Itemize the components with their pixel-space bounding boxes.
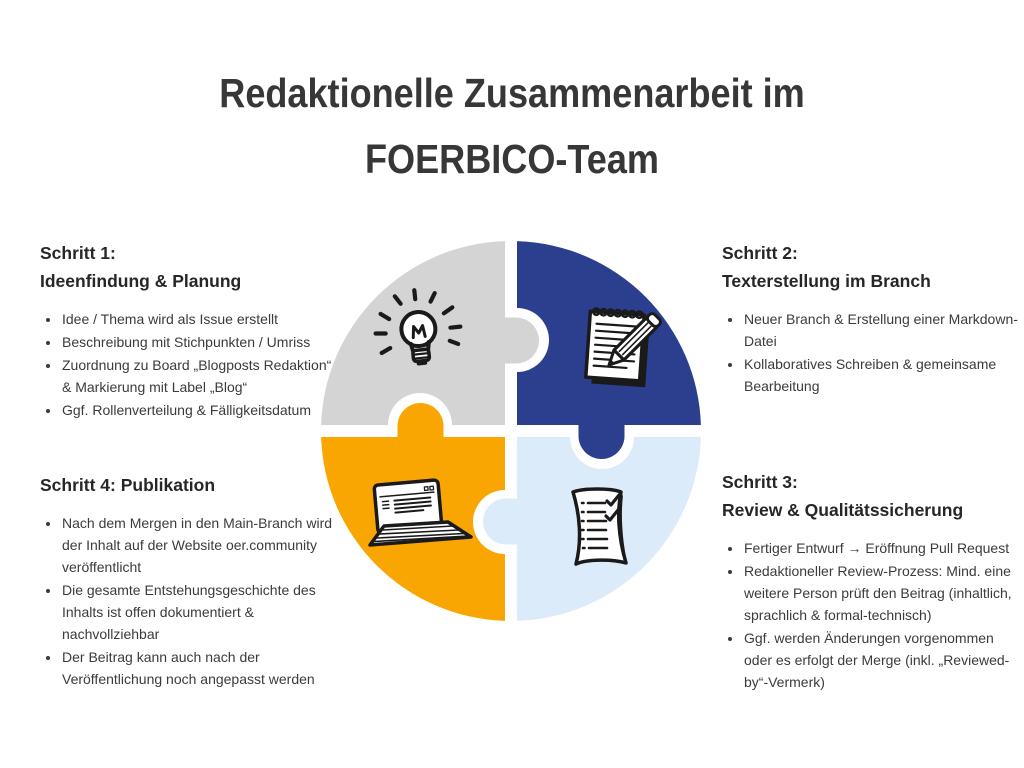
section-step2-heading-line1: Schritt 2:: [722, 243, 798, 263]
bullet-item: • Beschreibung mit Stichpunkten / Umriss: [61, 331, 340, 354]
section-step1-heading-line2: Ideenfindung & Planung: [40, 271, 242, 291]
bullet-item: • Der Beitrag kann auch nach der Veröffentlichung noch angepasst werden: [61, 646, 340, 691]
section-step3-bullets: [722, 537, 1022, 694]
page-title-line2: FOERBICO-Team: [364, 136, 660, 183]
section-step3-heading-line1: Schritt 3:: [722, 472, 798, 492]
bullet-item: • Die gesamte Entstehungsgeschichte des Inhalts ist offen dokumentiert & nachvollziehbar: [61, 579, 340, 646]
section-step3: [722, 468, 1022, 694]
bullet-item: • Redaktioneller Review-Prozess: Mind. eine weitere Person prüft den Beitrag (inhaltlich, sprachlich & formal-technisch): [743, 560, 1022, 627]
section-step1: [40, 239, 340, 422]
bullet-item: • Ggf. Rollenverteilung & Fälligkeitsdatum: [61, 399, 340, 422]
bullet-item: • Nach dem Mergen in den Main-Branch wird der Inhalt auf der Website oer.community veröffentlicht: [61, 512, 340, 579]
bullet-item: • Fertiger Entwurf → Eröffnung Pull Request: [743, 537, 1022, 560]
bullet-item: • Neuer Branch & Erstellung einer Markdown-Datei: [743, 308, 1022, 353]
section-step4-heading: [40, 471, 340, 499]
checklist-icon: [573, 489, 626, 564]
bullet-item: • Kollaboratives Schreiben & gemeinsame Bearbeitung: [743, 353, 1022, 398]
section-step2: [722, 239, 1022, 398]
section-step1-bullets: [40, 308, 340, 422]
section-step4: [40, 471, 340, 691]
section-step3-heading: [722, 468, 1022, 524]
bullet-item: • Zuordnung zu Board „Blogposts Redaktion“ & Markierung mit Label „Blog“: [61, 354, 340, 399]
page-title: [0, 60, 1024, 192]
bullet-item: • Idee / Thema wird als Issue erstellt: [61, 308, 340, 331]
section-step2-heading-line2: Texterstellung im Branch: [722, 271, 931, 291]
section-step1-heading: [40, 239, 340, 295]
section-step2-heading: [722, 239, 1022, 295]
puzzle-graphic: [311, 231, 711, 631]
page-title-line1: Redaktionelle Zusammenarbeit im: [219, 70, 805, 117]
section-step4-bullets: [40, 512, 340, 691]
section-step1-heading-line1: Schritt 1:: [40, 243, 116, 263]
section-step3-heading-line2: Review & Qualitätssicherung: [722, 500, 964, 520]
section-step2-bullets: [722, 308, 1022, 398]
section-step4-heading-line1: Schritt 4: Publikation: [40, 475, 216, 495]
bullet-item: • Ggf. werden Änderungen vorgenommen oder es erfolgt der Merge (inkl. „Reviewed-by“-Vermerk): [743, 627, 1022, 694]
